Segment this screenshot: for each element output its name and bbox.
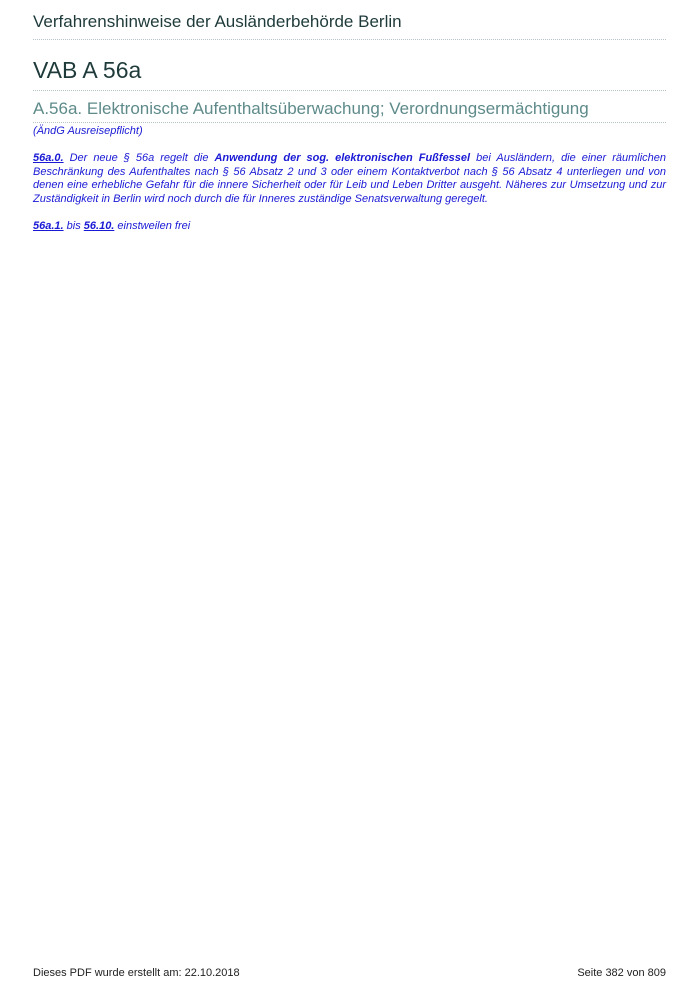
paragraph-56a-1-10	[33, 219, 666, 233]
page-footer	[33, 966, 666, 980]
footer-page-number: Seite 382 von 809	[577, 967, 666, 979]
paragraph-ref-link[interactable]: 56a.0.	[33, 152, 64, 164]
section-title: VAB A 56a	[33, 56, 666, 91]
footer-created-date: Dieses PDF wurde erstellt am: 22.10.2018	[33, 967, 240, 979]
paragraph-ref-link[interactable]: 56.10.	[83, 220, 115, 233]
paragraph-56a-0	[33, 152, 666, 206]
document-header: Verfahrenshinweise der Ausländerbehörde Berlin	[33, 12, 666, 40]
amendment-note: (ÄndG Ausreisepflicht)	[33, 125, 143, 137]
paragraph-text: Der neue § 56a regelt die	[63, 152, 215, 164]
section-subtitle: A.56a. Elektronische Aufenthaltsüberwachung; Verordnungsermächtigung	[33, 98, 666, 123]
paragraph-text: bei Ausländern, die einer räumlichen Beschränkung des Aufenthaltes nach § 56 Absatz 2 und 3 oder einem Kontaktverbot nach § 56 Absatz 4 unterliegen und von denen eine erhebliche Gefahr für die innere Sicherheit oder für Leib und Leben Dritter ausgeht. Näheres zur Umsetzung und zur Zuständigkeit in Berlin wird noch durch die für Inneres zuständige Senatsverwaltung geregelt.	[33, 152, 666, 205]
paragraph-text: einstweilen frei	[114, 220, 191, 233]
paragraph-text: bis	[63, 220, 84, 233]
paragraph-ref-link[interactable]: 56a.1.	[33, 220, 64, 233]
document-page	[33, 0, 666, 233]
paragraph-bold-text: Anwendung der sog. elektronischen Fußfessel	[214, 152, 471, 164]
